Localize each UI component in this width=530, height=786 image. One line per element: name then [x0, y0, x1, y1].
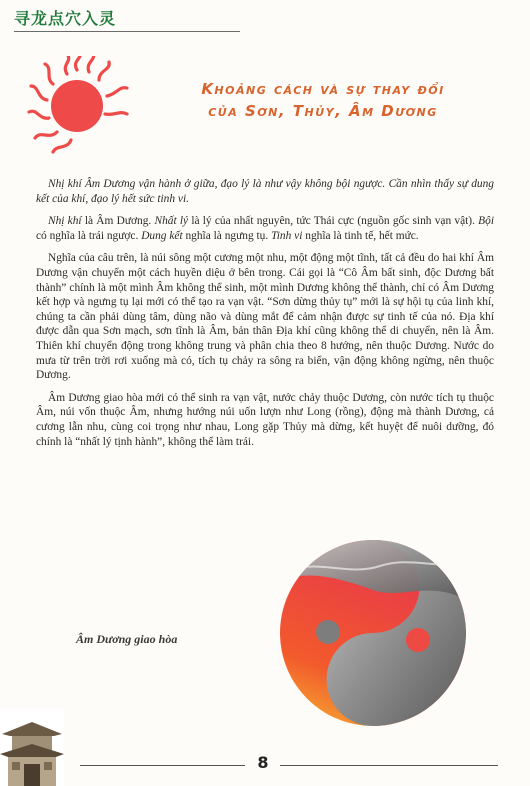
header-divider: [14, 31, 240, 32]
term-boi: Bội: [478, 215, 494, 228]
intro-paragraph: Nhị khí Âm Dương vận hành ở giữa, đạo lý là như vậy không bội ngược. Cần nhìn thấy sự dung kết của khí, đạo lý hết sức tinh vi.: [36, 178, 494, 205]
yin-yang-illustration: [280, 540, 466, 726]
definition-text: là lý của nhất nguyên, tức Thái cực (nguồn gốc sinh vạn vật).: [188, 215, 479, 228]
section-heading-line-1: Khoảng cách và sự thay đổi: [201, 80, 445, 98]
page-number: 8: [257, 753, 269, 772]
definition-text: nghĩa là tinh tế, hết mức.: [302, 229, 419, 242]
footer-divider-right: [280, 765, 498, 766]
term-nhat-ly: Nhất lý: [154, 215, 189, 228]
conclusion-paragraph: Âm Dương giao hòa mới có thể sinh ra vạn vật, nước chảy thuộc Dương, còn nước tích tụ thuộc Âm, núi vốn thuộc Âm, nhưng hướng núi uốn lượn như Long (rồng), động mà thành Dương, cả cương lẫn nhu, cùng coi trọng như nhau, Long gặp Thủy mà dừng, kết huyệt để nuôi dưỡng, đó chính là “nhất lý tịnh hành”, không thể làm trái.: [36, 391, 494, 448]
term-tinh-vi: Tinh vi: [271, 229, 303, 242]
section-heading-line-2: của Sơn, Thủy, Âm Dương: [208, 102, 438, 120]
definition-text: nghĩa là ngưng tụ.: [182, 229, 272, 242]
footer-divider-left: [80, 765, 245, 766]
pagoda-decoration: [0, 708, 64, 786]
definition-text: là Âm Dương.: [81, 215, 155, 228]
article-body: [36, 177, 494, 457]
definition-paragraph: [36, 214, 494, 243]
section-heading: [158, 78, 488, 122]
book-title: 寻龙点穴入灵: [14, 9, 117, 28]
figure-caption: Âm Dương giao hòa: [76, 632, 178, 646]
term-dung-ket: Dung kết: [141, 229, 183, 242]
term-nhi-khi: Nhị khí: [48, 215, 82, 228]
sun-emblem-icon: [27, 56, 139, 156]
definition-text: có nghĩa là trái ngược.: [36, 229, 142, 242]
explanation-paragraph: Nghĩa của câu trên, là núi sông một cương một nhu, một động một tĩnh, tất cả đều do hai khí Âm Dương vận chuyển một cách huyền diệu ở bên trong. Cái gọi là “Cô Âm bất sinh, độc Dương bất thành” chính là một mình Âm không thể sinh, một mình Dương không thể thành, chỉ có Âm Dương kết hợp và ngưng tụ lại mới có thể tạo ra vạn vật. “Sơn dừng thủy tụ” mới là sự hội tụ của linh khí, chúng ta cần phải dùng tâm, dùng não và dùng mắt để cảm nhận được sự tinh tế của nó. Địa khí được dẫn qua Sơn mạch, sơn tĩnh là Âm, bản thân Địa khí cũng không thể di chuyển, nên là Âm. Thiên khí chuyển động trong không trung và phân chia theo 8 hướng, nên thuộc Dương. Nước do mưa từ trên trời rơi xuống mà có, tích tụ chảy ra sông ra biển, vận động không ngừng, nên thuộc Dương.: [36, 252, 494, 382]
